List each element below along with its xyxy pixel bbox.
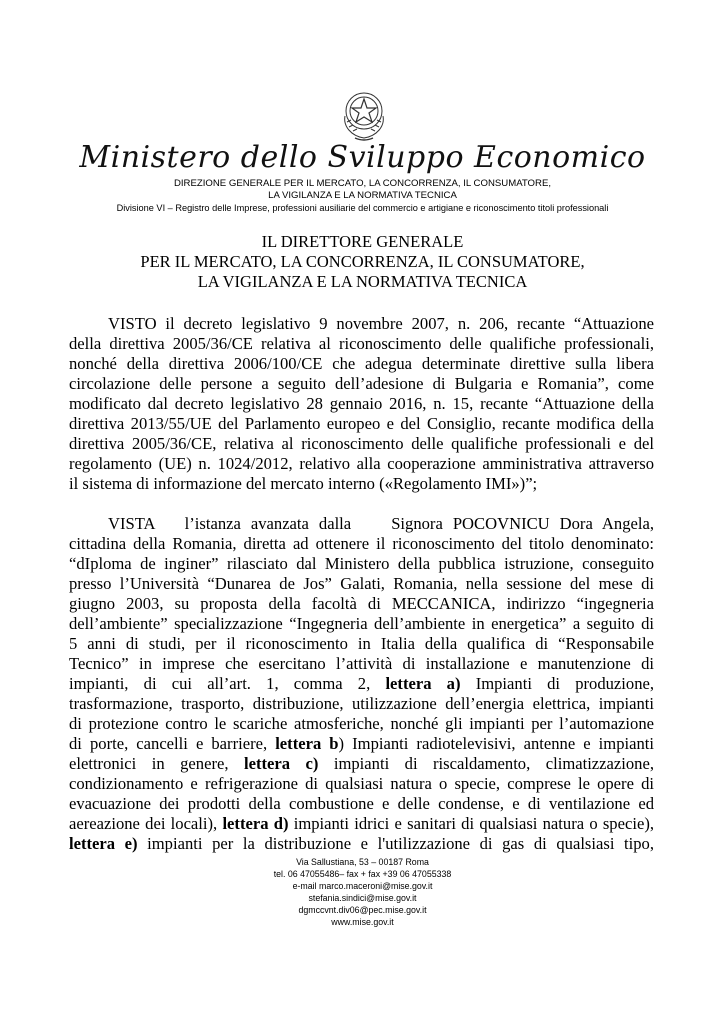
footer-phone: tel. 06 47055486– fax + fax +39 06 47055338 bbox=[273, 869, 452, 879]
vista-line-12-text-c: ) Impianti radiotelevisivi, antenne e impianti bbox=[338, 734, 654, 753]
visto-line-3: nonché della direttiva 2006/100/CE che adegua determinate direttive sulla libera bbox=[69, 354, 654, 373]
lettera-c-label: lettera c) bbox=[243, 754, 319, 773]
title-line-2: PER IL MERCATO, LA CONCORRENZA, IL CONSUMATORE, bbox=[140, 252, 585, 271]
vista-line-6: dell’ambiente” specializzazione “Ingegneria dell’ambiente in energetica” a seguito di bbox=[69, 614, 654, 633]
footer-email-2: stefania.sindici@mise.gov.it bbox=[308, 893, 417, 903]
vista-line-3: “dIploma de inginer” rilasciato dal Ministero della pubblica istruzione, conseguito bbox=[69, 554, 654, 573]
ministry-name: Ministero dello Sviluppo Economico bbox=[79, 140, 646, 175]
vista-line-16-text-c: impianti idrici e sanitari di qualsiasi natura o specie), bbox=[288, 814, 654, 833]
vista-line-13-text-a: elettronici in genere, bbox=[69, 754, 244, 773]
visto-line-5: modificato dal decreto legislativo 28 gennaio 2016, n. 15, recante “Attuazione della bbox=[69, 394, 654, 413]
vista-line-13-text-c: impianti di riscaldamento, climatizzazione, bbox=[318, 754, 654, 773]
footer-address: Via Sallustiana, 53 – 00187 Roma bbox=[296, 857, 429, 867]
vista-line-17-text-b: impianti per la distribuzione e l'utilizzazione di gas di qualsiasi tipo, bbox=[137, 834, 655, 853]
title-line-1: IL DIRETTORE GENERALE bbox=[261, 232, 464, 251]
vista-line-12 bbox=[69, 734, 654, 754]
footer-website: www.mise.gov.it bbox=[331, 917, 394, 927]
lettera-d-label: lettera d) bbox=[222, 814, 289, 833]
directorate-line-1: DIREZIONE GENERALE PER IL MERCATO, LA CONCORRENZA, IL CONSUMATORE, bbox=[173, 178, 552, 189]
vista-line-10: trasformazione, trasporto, distribuzione, utilizzazione dell’energia elettrica, impianti bbox=[69, 694, 654, 713]
vista-line-16-text-a: aereazione dei locali), bbox=[69, 814, 223, 833]
footer-pec: dgmccvnt.div06@pec.mise.gov.it bbox=[298, 905, 427, 915]
footer-email-1: e-mail marco.maceroni@mise.gov.it bbox=[292, 881, 433, 891]
vista-line-14: condizionamento e refrigerazione di qualsiasi natura o specie, comprese le opere di bbox=[69, 774, 654, 793]
vista-line-9-text-a: impianti, di cui all’art. 1, comma 2, bbox=[69, 674, 386, 693]
vista-line-7: 5 anni di studi, per il riconoscimento in Italia della qualifica di “Responsabile bbox=[69, 634, 654, 653]
vista-line-2: cittadina della Romania, diretta ad ottenere il riconoscimento del titolo denominato: bbox=[69, 534, 654, 553]
vista-line-1: VISTA l’istanza avanzata dalla Signora POCOVNICU Dora Angela, bbox=[108, 514, 654, 533]
vista-line-8: Tecnico” in imprese che esercitano l’attività di installazione e manutenzione di bbox=[69, 654, 654, 673]
visto-line-6: direttiva 2013/55/UE del Parlamento europeo e del Consiglio, recante modifica della bbox=[69, 414, 654, 433]
visto-line-9: il sistema di informazione del mercato interno («Regolamento IMI»)”; bbox=[69, 474, 538, 493]
visto-line-8: regolamento (UE) n. 1024/2012, relativo alla cooperazione amministrativa attraverso bbox=[69, 454, 654, 473]
vista-line-16 bbox=[69, 814, 654, 834]
title-line-3: LA VIGILANZA E LA NORMATIVA TECNICA bbox=[197, 272, 528, 291]
lettera-a-label: lettera a) bbox=[385, 674, 461, 693]
vista-line-5: giugno 2003, su proposta della facoltà di MECCANICA, indirizzo “ingegneria bbox=[69, 594, 654, 613]
vista-line-15: evacuazione dei prodotti della combustione e delle condense, e di ventilazione ed bbox=[69, 794, 654, 813]
vista-line-12-text-a: di porte, cancelli e barriere, bbox=[69, 734, 276, 753]
vista-line-17 bbox=[69, 834, 654, 854]
italian-republic-emblem bbox=[337, 86, 391, 142]
division-line: Divisione VI – Registro delle Imprese, professioni ausiliarie del commercio e artigiane e riconoscimento titoli professionali bbox=[116, 203, 609, 213]
vista-line-9 bbox=[69, 674, 654, 694]
vista-line-4: presso l’Università “Dunarea de Jos” Galati, Romania, nella sessione del mese di bbox=[69, 574, 654, 593]
vista-line-13 bbox=[69, 754, 654, 774]
lettera-e-label: lettera e) bbox=[69, 834, 138, 853]
directorate-line-2: LA VIGILANZA E LA NORMATIVA TECNICA bbox=[268, 190, 457, 201]
visto-line-1: VISTO il decreto legislativo 9 novembre 2007, n. 206, recante “Attuazione bbox=[108, 314, 654, 333]
lettera-b-label: lettera b bbox=[275, 734, 339, 753]
visto-line-2: della direttiva 2005/36/CE relativa al riconoscimento delle qualifiche professionali, bbox=[69, 334, 654, 353]
vista-line-11: di protezione contro le scariche atmosferiche, nonché gli impianti per l’automazione bbox=[69, 714, 654, 733]
vista-line-9-text-c: Impianti di produzione, bbox=[460, 674, 655, 693]
visto-line-4: circolazione delle persone a seguito dell’adesione di Bulgaria e Romania”, come bbox=[69, 374, 654, 393]
visto-line-7: direttiva 2005/36/CE, relativa al riconoscimento delle qualifiche professionali e del bbox=[69, 434, 654, 453]
